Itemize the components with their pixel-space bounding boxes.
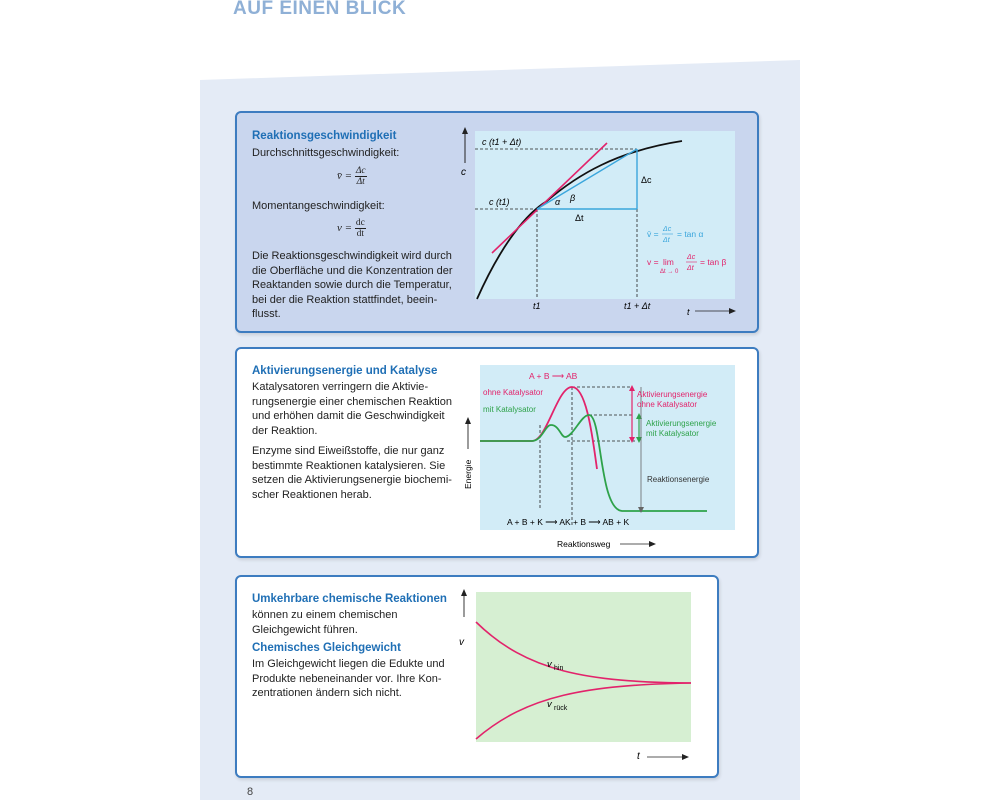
section2-body2: Enzyme sind Eiweißstoffe, die nur ganz bestimmte Reaktionen katalysieren. Sie setzen die Aktivierungsenergie biochemischer Reaktionen herab. <box>252 445 452 501</box>
card-reaktionsgeschwindigkeit <box>235 111 759 333</box>
red-frac-den: Δt <box>687 265 694 272</box>
rate-x-label: t <box>687 307 690 317</box>
t1-label: t1 <box>533 301 541 311</box>
page-number: 8 <box>247 786 254 798</box>
blue-frac-den: Δt <box>663 237 670 244</box>
inst-formula-num: dc <box>355 218 365 228</box>
avg-speed-label: Durchschnittsgeschwindigkeit: <box>252 147 400 159</box>
avg-formula-num: Δc <box>355 166 366 176</box>
blue-frac-num: Δc <box>663 226 672 233</box>
energy-graph <box>237 349 757 556</box>
v-rueck-label: v <box>547 699 552 710</box>
page-header: AUF EINEN BLICK <box>233 0 407 19</box>
section1-body: Die Reaktionsgeschwindigkeit wird durch die Oberfläche und die Konzentration der Reaktanden sowie durch die Temperatur, bei der die Reaktion stattfindet, beeinflusst. <box>252 250 453 320</box>
eq-y-label: v <box>459 637 464 648</box>
reaction-path-label: A + B + K ⟶ AK + B ⟶ AB + K <box>507 517 630 527</box>
section2-heading: Aktivierungsenergie und Katalyse <box>252 365 438 377</box>
inst-speed-label: Momentangeschwindigkeit: <box>252 200 385 212</box>
delta-t-label: Δt <box>575 213 584 223</box>
t1dt-label: t1 + Δt <box>624 301 651 311</box>
energy-x-label: Reaktionsweg <box>557 539 611 549</box>
rate-graph-bg <box>475 131 735 299</box>
rate-graph <box>237 113 757 331</box>
rate-y-label: c <box>461 167 466 178</box>
section3-heading1: Umkehrbare chemische Reaktionen <box>252 593 447 605</box>
card-aktivierungsenergie <box>235 347 759 558</box>
red-frac-num: Δc <box>687 254 696 261</box>
v-rueck-sub: rück <box>554 705 568 712</box>
section3-body2: Im Gleichgewicht liegen die Edukte und Produkte nebeneinander vor. Ihre Konzentrationen ändern sich nicht. <box>252 658 445 699</box>
ea-ohne-line1: Aktivierungsenergie <box>637 390 708 399</box>
blue-formula-rhs: = tan α <box>677 229 704 239</box>
mit-katalysator-label: mit Katalysator <box>483 405 536 414</box>
inst-formula-lhs: v = <box>337 222 353 235</box>
v-hin-label: v <box>547 659 552 670</box>
energy-y-label: Energie <box>463 459 473 489</box>
reaktionsenergie-label: Reaktionsenergie <box>647 475 710 484</box>
ea-ohne-line2: ohne Katalysator <box>637 400 698 409</box>
ab-label: A + B ⟶ AB <box>529 371 578 381</box>
inst-formula-den: dt <box>356 229 364 239</box>
section1-heading: Reaktionsgeschwindigkeit <box>252 130 397 142</box>
red-formula-lim: lim <box>663 257 674 267</box>
ea-mit-line1: Aktivierungsenergie <box>646 419 717 428</box>
red-formula-sub: Δt → 0 <box>660 269 679 275</box>
equilibrium-graph <box>237 577 717 776</box>
c-t1dt-label: c (t1 + Δt) <box>482 137 522 147</box>
avg-formula-den: Δt <box>356 177 365 187</box>
eq-x-label: t <box>637 751 640 762</box>
avg-formula-lhs: v̄ = <box>337 170 353 183</box>
beta-label: β <box>570 193 576 203</box>
section3-body1: können zu einem chemischen Gleichgewicht führen. <box>252 609 398 636</box>
delta-c-label: Δc <box>641 175 652 185</box>
ea-mit-line2: mit Katalysator <box>646 429 699 438</box>
section2-body1: Katalysatoren verringern die Aktivierungsenergie einer chemischen Reaktion und erhöhen damit die Geschwindigkeit der Reaktion. <box>252 381 452 437</box>
red-formula-lhs: v = <box>647 257 659 267</box>
equilibrium-graph-bg <box>476 592 691 742</box>
ohne-katalysator-label: ohne Katalysator <box>483 388 544 397</box>
c-t1-label: c (t1) <box>489 197 510 207</box>
blue-formula-lhs: v̄ = <box>647 229 659 239</box>
red-formula-rhs: = tan β <box>700 257 727 267</box>
v-hin-sub: hin <box>554 665 564 672</box>
alpha-label: α <box>555 197 561 207</box>
section3-heading2: Chemisches Gleichgewicht <box>252 642 401 654</box>
card-gleichgewicht <box>235 575 719 778</box>
